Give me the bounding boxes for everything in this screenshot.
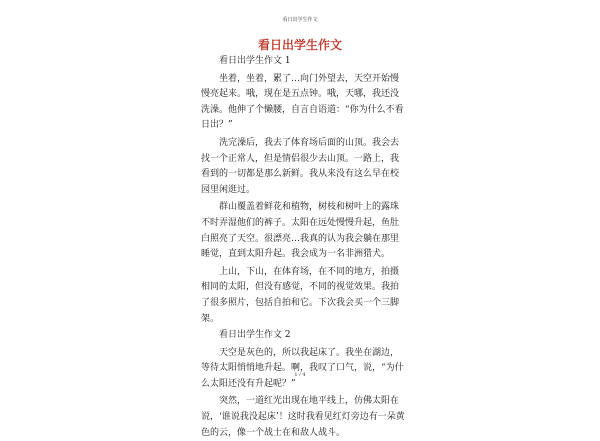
paragraph: 天空是灰色的，所以我起床了。我坐在湖边，等待太阳悄悄地升起。啊，我叹了口气，说，“为什么太阳还没有升起呢？” — [201, 347, 404, 389]
section-heading-1: 看日出学生作文 1 — [219, 56, 291, 66]
paragraph: 坐着，坐着，累了…向门外望去，天空开始慢慢亮起来。哦，现在是五点钟。哦，天哪，我还没洗澡。他伸了个懒腰，自言自语道：“你为什么不看日出？” — [201, 73, 404, 131]
paragraph: 洗完澡后，我去了体育场后面的山顶。我会去找一个正常人，但是情侣很少去山顶。一路上，我看到的一切都是那么新鲜。我从来没有这么早在校园里闲逛过。 — [201, 137, 400, 195]
paragraph: 突然，一道红光出现在地平线上，仿佛太阳在说，‘谁说我没起床’！这时我看见红灯旁边有一朵黄色的云，像一个战士在和敌人战斗。 — [201, 396, 405, 438]
document-body — [201, 53, 405, 441]
page-number: 1 / 4 — [294, 372, 306, 378]
page-header: 看日出学生作文 — [282, 17, 318, 23]
paragraph: 群山覆盖着鲜花和植物，树枝和树叶上的露珠不时弄湿他们的裤子。太阳在远处慢慢升起，鱼肚白照亮了天空。很漂亮…我真的认为我会躺在那里睡觉，直到太阳升起。我会成为一名非洲猎犬。 — [201, 202, 400, 260]
section-heading-2: 看日出学生作文 2 — [219, 330, 291, 341]
paragraph: 上山，下山，在体育场，在不同的地方，拍摄相同的太阳，但没有感觉，不同的视觉效果。我拍了很多照片，包括自拍和它。下次我会买一个三脚架。 — [201, 266, 400, 324]
document-title: 看日出学生作文 — [257, 38, 342, 52]
